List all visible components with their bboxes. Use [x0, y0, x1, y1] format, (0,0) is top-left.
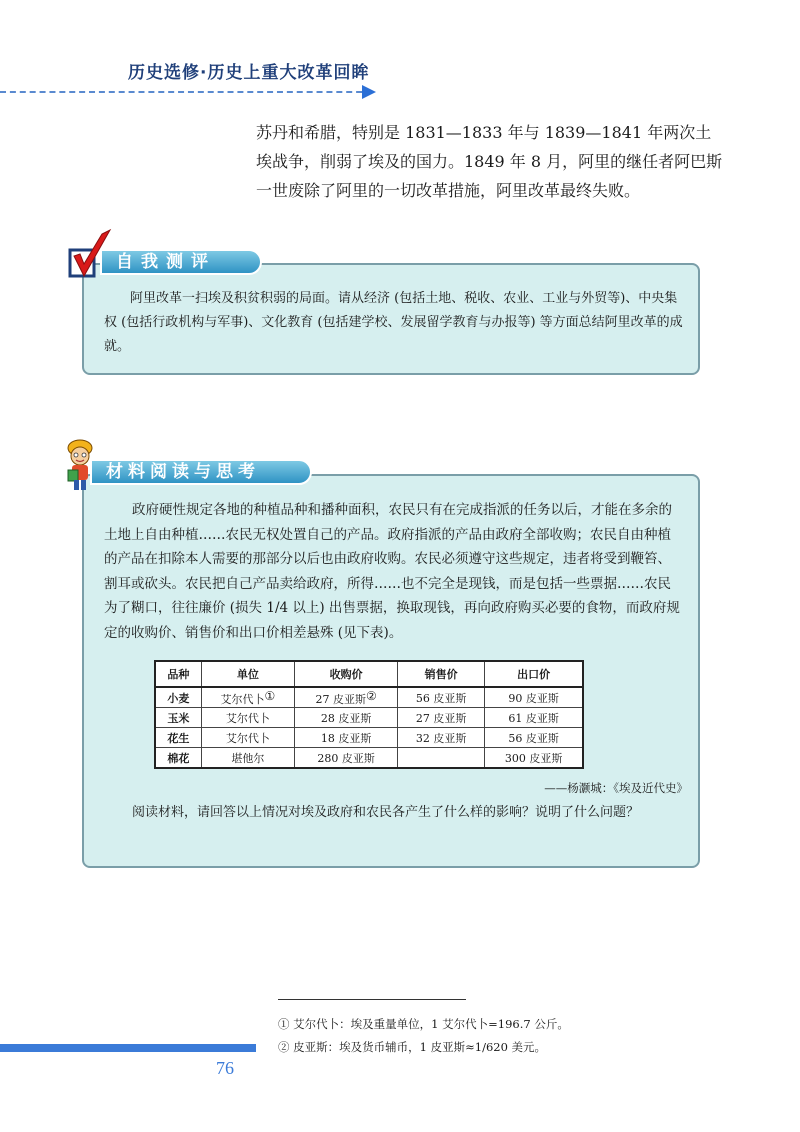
- reading-text: 政府硬性规定各地的种植品种和播种面积，农民只有在完成指派的任务以后，才能在多余的土地上自由种植……农民无权处置自己的产品。政府指派的产品由政府全部收购；农民自由种植的产品在扣除本人需要的那部分以后也由政府收购。农民必须遵守这些规定，违者将受到鞭笞、割耳或砍头。农民把自己产品卖给政府，所得……也不完全是现钱，而是包括一些票据……农民为了糊口，往往廉价 (损失 1/4 以上) 出售票据，换取现钱，再向政府购买必要的食物，而政府规定的收购价、销售价和出口价相差悬殊 (见下表)。: [104, 502, 680, 641]
- table-cell-item: 玉米: [155, 708, 201, 728]
- self-assessment-banner: 自我测评: [100, 249, 262, 275]
- table-cell-unit: 艾尔代卜: [201, 728, 294, 748]
- table-row: [155, 728, 583, 748]
- table-cell-sell: 27 皮亚斯: [398, 708, 485, 728]
- table-cell-export: 300 皮亚斯: [485, 748, 583, 769]
- table-row: [155, 687, 583, 708]
- intro-paragraph: 苏丹和希腊，特别是 1831—1833 年与 1839—1841 年两次土埃战争，削弱了埃及的国力。1849 年 8 月，阿里的继任者阿巴斯一世废除了阿里的一切改革措施，阿里改革最终失败。: [256, 123, 723, 200]
- table-cell-unit: 艾尔代卜: [201, 708, 294, 728]
- table-cell-item: 小麦: [155, 687, 201, 708]
- column-header: 出口价: [485, 661, 583, 687]
- header-divider: [0, 91, 372, 93]
- column-header: 品种: [155, 661, 201, 687]
- table-cell-unit: 堪他尔: [201, 748, 294, 769]
- table-cell-export: 56 皮亚斯: [485, 728, 583, 748]
- table-cell-item: 花生: [155, 728, 201, 748]
- column-header: 单位: [201, 661, 294, 687]
- table-row: [155, 708, 583, 728]
- footnote-1: ① 艾尔代卜：埃及重量单位，1 艾尔代卜=196.7 公斤。: [278, 1017, 569, 1031]
- column-header: 收购价: [295, 661, 398, 687]
- reading-banner: 材料阅读与思考: [90, 459, 312, 485]
- table-cell-unit: 艾尔代卜①: [201, 687, 294, 708]
- page-number: 76: [216, 1058, 234, 1078]
- table-cell-sell: [398, 748, 485, 769]
- page-header-title: 历史选修·历史上重大改革回眸: [128, 63, 370, 83]
- table-cell-sell: 32 皮亚斯: [398, 728, 485, 748]
- footnote-mark: ②: [365, 688, 377, 703]
- cartoon-boy-icon: [62, 436, 98, 494]
- table-cell-buy: 28 皮亚斯: [295, 708, 398, 728]
- table-cell-buy: 27 皮亚斯②: [295, 687, 398, 708]
- table-cell-buy: 280 皮亚斯: [295, 748, 398, 769]
- footer-bar: [0, 1044, 256, 1052]
- reading-question: 阅读材料，请回答以上情况对埃及政府和农民各产生了什么样的影响？说明了什么问题？: [132, 805, 640, 820]
- self-assessment-text: 阿里改革一扫埃及积贫积弱的局面。请从经济 (包括土地、税收、农业、工业与外贸等)、中央集权 (包括行政机构与军事)、文化教育 (包括建学校、发展留学教育与办报等) 等方面总结阿里改革的成就。: [104, 291, 683, 354]
- table-cell-item: 棉花: [155, 748, 201, 769]
- price-table: [154, 660, 584, 769]
- header-arrow-icon: [362, 85, 376, 99]
- footnote-divider: [278, 999, 466, 1000]
- table-header-row: [155, 661, 583, 687]
- source-citation: ——杨灏城：《埃及近代史》: [544, 781, 688, 795]
- table-row: [155, 748, 583, 769]
- column-header: 销售价: [398, 661, 485, 687]
- table-cell-buy: 18 皮亚斯: [295, 728, 398, 748]
- footnote-mark: ①: [264, 688, 276, 703]
- footnote-2: ② 皮亚斯：埃及货币辅币，1 皮亚斯≈1/620 美元。: [278, 1040, 547, 1054]
- checkmark-icon: [64, 226, 114, 282]
- table-cell-sell: 56 皮亚斯: [398, 687, 485, 708]
- table-cell-export: 61 皮亚斯: [485, 708, 583, 728]
- table-cell-export: 90 皮亚斯: [485, 687, 583, 708]
